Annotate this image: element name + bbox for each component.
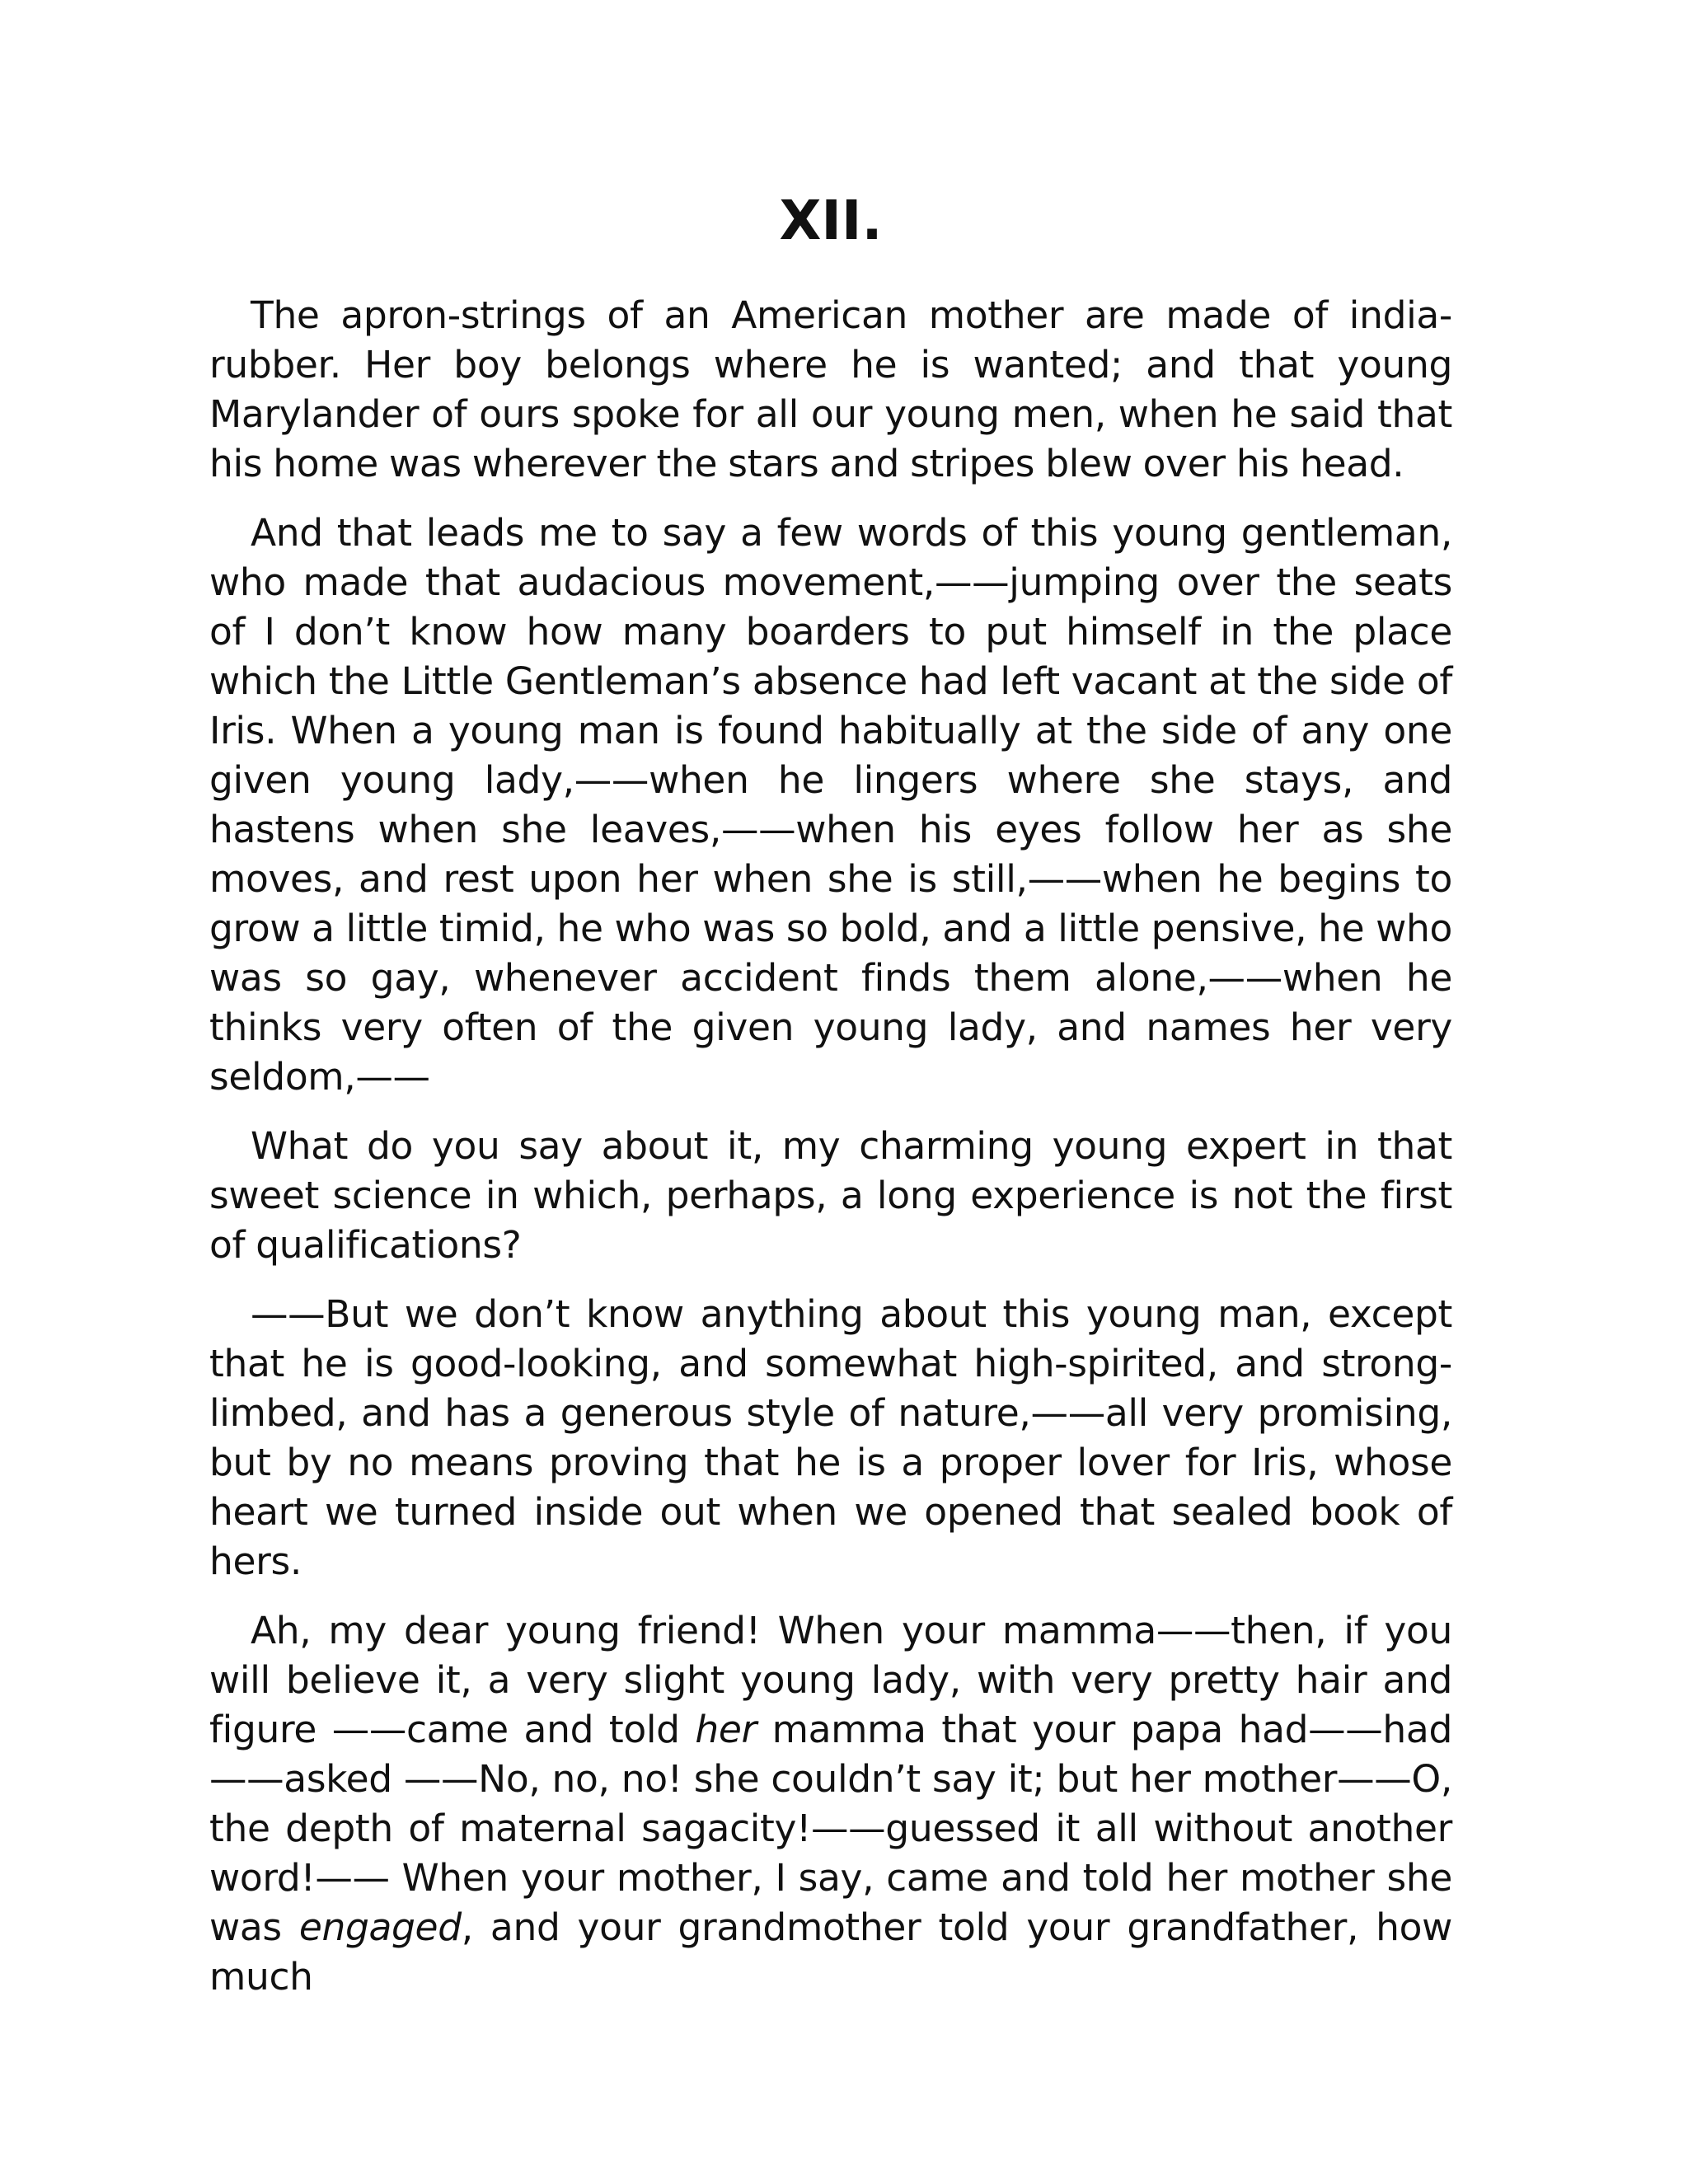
- paragraph-3: [209, 1122, 1452, 1270]
- paragraph-text: ——But we don’t know anything about this young man, except that he is good-looking, and somewhat high-spirited, and strong-limbed, and has a generous style of nature,——all very promising, but by no means proving that he is a proper lover for Iris, whose heart we turned inside out when we opened that sealed book of hers.: [209, 1292, 1452, 1584]
- paragraph-1: [209, 291, 1452, 489]
- paragraph-text: , and your grandmother told your grandfather, how much: [209, 1905, 1452, 1999]
- paragraph-4: [209, 1290, 1452, 1586]
- page: [209, 188, 1452, 2022]
- chapter-title: XII.: [779, 189, 883, 252]
- paragraph-text: What do you say about it, my charming young expert in that sweet science in which, perhaps, a long experience is not the first of qualifications?: [209, 1124, 1452, 1268]
- italic-emphasis: her: [695, 1708, 757, 1752]
- paragraph-2: [209, 509, 1452, 1102]
- paragraph-text: The apron-strings of an American mother are made of india-rubber. Her boy belongs where he is wanted; and that young Marylander of ours spoke for all our young men, when he said that his home was wherever the stars and stripes blew over his head.: [209, 293, 1452, 486]
- italic-emphasis: engaged: [298, 1905, 462, 1950]
- paragraph-text: mamma that your papa had——had——asked ——No, no, no! she couldn’t say it; but her mother——O, the depth of maternal sagacity!——guessed it all without another word!—— When your mother, I say, came and told her mother she was: [209, 1708, 1452, 1950]
- paragraph-text: And that leads me to say a few words of this young gentleman, who made that audacious movement,——jumping over the seats of I don’t know how many boarders to put himself in the place which the Little Gentleman’s absence had left vacant at the side of Iris. When a young man is found habitually at the side of any one given young lady,——when he lingers where she stays, and hastens when she leaves,——when his eyes follow her as she moves, and rest upon her when she is still,——when he begins to grow a little timid, he who was so bold, and a little pensive, he who was so gay, whenever accident finds them alone,——when he thinks very often of the given young lady, and names her very seldom,——: [209, 511, 1452, 1099]
- paragraph-5: [209, 1606, 1452, 2002]
- paragraph-text: Ah, my dear young friend! When your mamma——then, if you will believe it, a very slight young lady, with very pretty hair and figure ——came and told: [209, 1609, 1452, 1752]
